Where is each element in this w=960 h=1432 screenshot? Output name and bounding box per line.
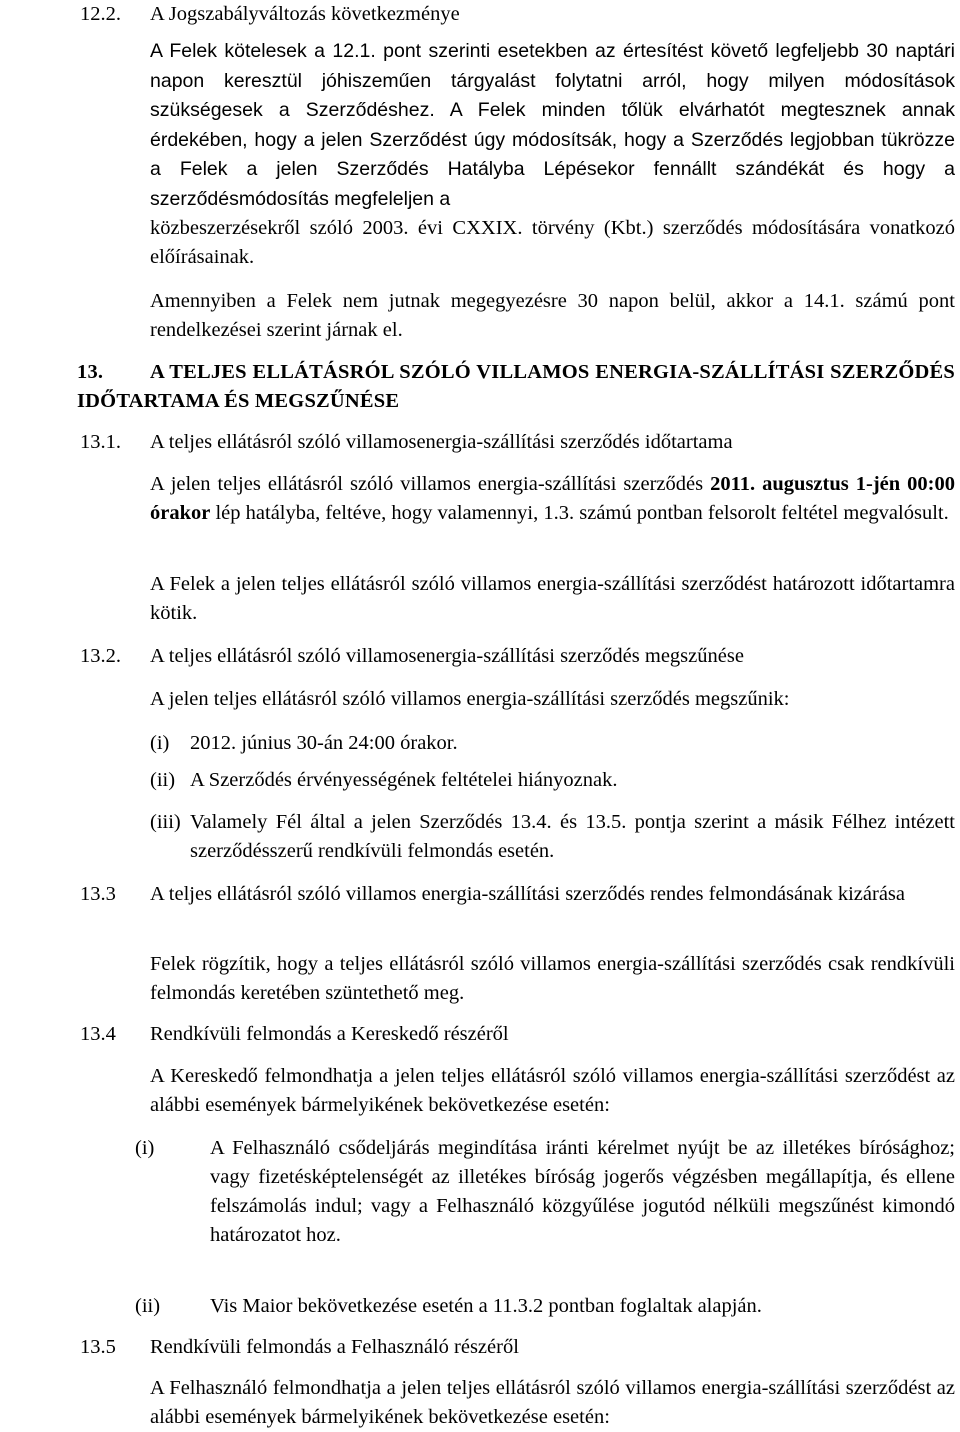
list-marker-13-2-iii: (iii) (150, 811, 181, 833)
paragraph-13-2-intro: A jelen teljes ellátásról szóló villamos energia-szállítási szerződés megszűnik: (150, 688, 790, 710)
paragraph-13-5-intro: A Felhasználó felmondhatja a jelen teljes ellátásról szóló villamos energia-szállítási szerződést az alábbi események bármelyikének bekövetkezése esetén: (150, 1377, 955, 1428)
section-number-13-2: 13.2. (80, 645, 121, 667)
section-number-13-3: 13.3 (80, 883, 116, 905)
section-title-12-2: A Jogszabályváltozás következménye (150, 3, 460, 25)
paragraph-13-4-intro: A Kereskedő felmondhatja a jelen teljes ellátásról szóló villamos energia-szállítási szerződést az alábbi események bármelyikének bekövetkezése esetén: (150, 1065, 955, 1116)
section-number-12-2: 12.2. (80, 3, 121, 25)
section-number-13-inline: 13. (77, 361, 104, 383)
list-marker-13-4-i: (i) (135, 1137, 155, 1159)
paragraph-13-1-a (150, 470, 955, 528)
section-title-13-2: A teljes ellátásról szóló villamosenergia-szállítási szerződés megszűnése (150, 645, 744, 667)
list-item-13-2-ii: A Szerződés érvényességének feltételei hiányoznak. (190, 769, 618, 791)
section-title-13-3: A teljes ellátásról szóló villamos energia-szállítási szerződés rendes felmondásának kizárása (150, 883, 905, 905)
paragraph-12-2-a: A Felek kötelesek a 12.1. pont szerinti esetekben az értesítést követő legfeljebb 30 naptári napon keresztül jóhiszeműen tárgyalást folytatni arról, hogy milyen módosítások szükségesek a Szerződéshez. A Felek minden tőlük elvárhatót megtesznek annak érdekében, hogy a jelen Szerződést úgy módosítsák, hogy a Szerződés legjobban tükrözze a Felek a jelen Szerződés Hatályba Lépésekor fennállt szándékát és hogy a szerződésmódosítás megfeleljen a (150, 40, 955, 210)
section-title-13-1: A teljes ellátásról szóló villamosenergia-szállítási szerződés időtartama (150, 431, 733, 453)
paragraph-12-2-a-cont: közbeszerzésekről szóló 2003. évi CXXIX. törvény (Kbt.) szerződés módosítására vonatkozó előírásainak. (150, 217, 955, 268)
list-marker-13-2-i: (i) (150, 732, 170, 754)
section-number-13-1: 13.1. (80, 431, 121, 453)
section-number-13-5: 13.5 (80, 1336, 116, 1358)
list-marker-13-4-ii: (ii) (135, 1295, 161, 1317)
section-title-13 (77, 358, 955, 416)
list-item-13-4-i: A Felhasználó csődeljárás megindítása iránti kérelmet nyújt be az illetékes bírósághoz; vagy fizetésképtelenségét az illetékes bíróság jogerős végzésben megállapítja, és ellene felszámolás indul; vagy a Felhasználó közgyűlése jogutód nélküli megszűnést kimondó határozatot hoz. (210, 1137, 955, 1246)
section-number-13-4: 13.4 (80, 1023, 116, 1045)
paragraph-13-1-a-text-end: lép hatályba, feltéve, hogy valamennyi, 1.3. számú pontban felsorolt feltétel megvalósult. (210, 502, 949, 524)
paragraph-13-1-a-text: A jelen teljes ellátásról szóló villamos energia-szállítási szerződés (150, 473, 711, 495)
list-item-13-2-iii-text: Valamely Fél által a jelen Szerződés 13.4. és 13.5. pontja szerint a másik Félhez intézett szerződésszerű rendkívüli felmondás esetén. (190, 811, 955, 862)
list-item-13-2-iii (190, 808, 955, 866)
effective-date: 2011. augusztus 1-jén 00:00 órakor (150, 473, 955, 524)
paragraph-13-1-b: A Felek a jelen teljes ellátásról szóló villamos energia-szállítási szerződést határozott időtartamra kötik. (150, 573, 955, 624)
list-item-13-2-i: 2012. június 30-án 24:00 órakor. (190, 732, 458, 754)
section-title-13-4: Rendkívüli felmondás a Kereskedő részéről (150, 1023, 509, 1045)
list-marker-13-2-ii: (ii) (150, 769, 176, 791)
paragraph-12-2-b: Amennyiben a Felek nem jutnak megegyezésre 30 napon belül, akkor a 14.1. számú pont rendelkezései szerint járnak el. (150, 290, 955, 341)
paragraph-13-3: Felek rögzítik, hogy a teljes ellátásról szóló villamos energia-szállítási szerződés csak rendkívüli felmondás keretében szüntethető meg. (150, 953, 955, 1004)
list-item-13-4-ii: Vis Maior bekövetkezése esetén a 11.3.2 pontban foglaltak alapján. (210, 1295, 762, 1317)
section-title-13-text: A TELJES ELLÁTÁSRÓL SZÓLÓ VILLAMOS ENERGIA-SZÁLLÍTÁSI SZERZŐDÉS IDŐTARTAMA ÉS MEGSZŰNÉSE (77, 361, 955, 412)
section-title-13-5: Rendkívüli felmondás a Felhasználó részéről (150, 1336, 519, 1358)
